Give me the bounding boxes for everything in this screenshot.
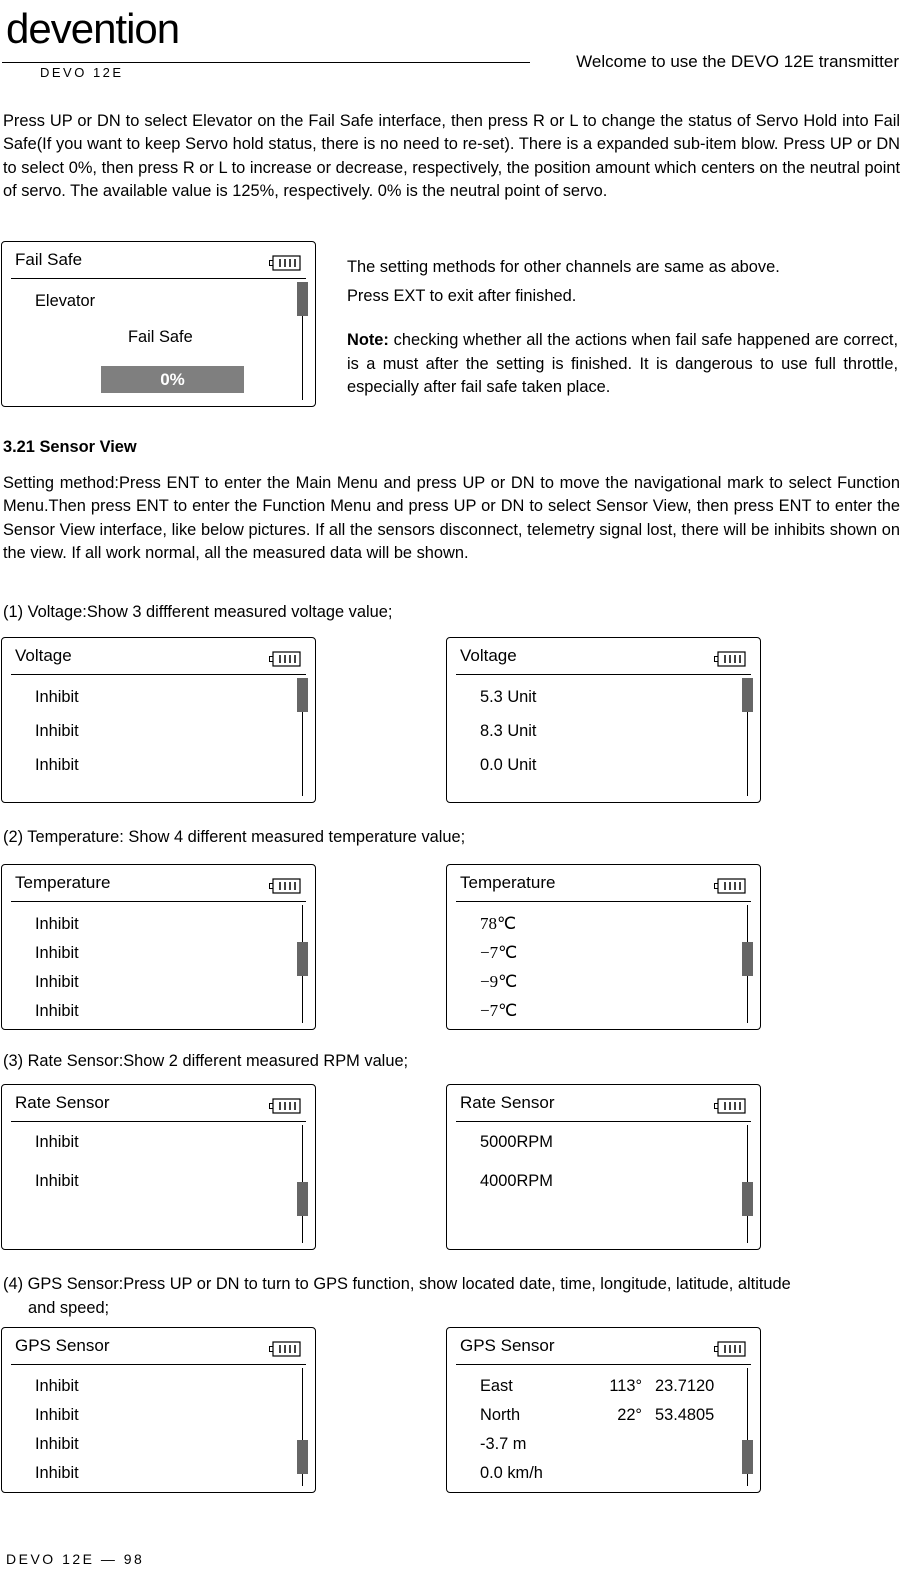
screen-title: GPS Sensor (15, 1336, 110, 1355)
voltage-row: 0.0 Unit (480, 756, 537, 774)
latitude-label: North (480, 1406, 521, 1424)
voltage-row: 5.3 Unit (480, 688, 537, 706)
caption-rate: (3) Rate Sensor:Show 2 different measured RPM value; (3, 1052, 409, 1070)
screen-title: Temperature (15, 873, 111, 892)
temperature-row: −7℃ (480, 1001, 518, 1020)
title-rule (11, 1364, 306, 1365)
caption-temperature: (2) Temperature: Show 4 different measured temperature value; (3, 828, 466, 846)
screen-title: Rate Sensor (15, 1093, 110, 1112)
page-footer: DEVO 12E — 98 (6, 1551, 145, 1567)
gps-row: Inhibit (35, 1435, 79, 1453)
gps-row: Inhibit (35, 1406, 79, 1424)
rpm-row: Inhibit (35, 1133, 79, 1151)
battery-icon (269, 878, 301, 894)
battery-icon (714, 651, 746, 667)
side-note-2: Press EXT to exit after finished. (347, 287, 577, 305)
altitude-value: -3.7 m (480, 1435, 527, 1453)
scrollbar-thumb (742, 1182, 753, 1216)
longitude-label: East (480, 1377, 513, 1395)
scrollbar-thumb (297, 678, 308, 712)
header-rule (2, 62, 530, 63)
note-label: Note: (347, 331, 389, 349)
scrollbar-thumb (297, 1182, 308, 1216)
temperature-row: −9℃ (480, 972, 518, 991)
scrollbar-thumb (297, 282, 308, 316)
temperature-row: −7℃ (480, 943, 518, 962)
voltage-row: Inhibit (35, 688, 79, 706)
voltage-screen-values (446, 637, 761, 803)
caption-voltage: (1) Voltage:Show 3 diffferent measured voltage value; (3, 603, 393, 621)
screen-title: Fail Safe (15, 250, 83, 269)
temperature-screen-values (446, 864, 761, 1030)
failsafe-value: 0% (101, 366, 244, 393)
brand-logo: devention (6, 5, 180, 52)
longitude-degrees: 113° (609, 1377, 642, 1395)
screen-title: Voltage (460, 646, 517, 665)
scrollbar-thumb (742, 942, 753, 976)
temperature-row: Inhibit (35, 973, 79, 991)
gps-row: Inhibit (35, 1464, 79, 1482)
battery-icon (269, 651, 301, 667)
battery-icon (714, 1098, 746, 1114)
failsafe-label: Fail Safe (128, 328, 193, 346)
speed-value: 0.0 km/h (480, 1464, 543, 1482)
battery-icon (714, 1341, 746, 1357)
battery-icon (714, 878, 746, 894)
intro-paragraph: Press UP or DN to select Elevator on the Fail Safe interface, then press R or L to change the status of Servo Hold into Fail Safe(If you want to keep Servo hold status, there is no need to re-set). There is a expanded sub-item blow. Press UP or DN to select 0%, then press R or L to increase or decrease, respectively, the position amount which centers on the neutral point of servo. The available value is 125%, respectively. 0% is the neutral point of servo. (3, 112, 900, 200)
voltage-row: Inhibit (35, 722, 79, 740)
section-paragraph: Setting method:Press ENT to enter the Main Menu and press UP or DN to move the navigational mark to select Function Menu.Then press ENT to enter the Function Menu and press UP or DN to select Sensor View, then press ENT to enter the Sensor View interface, like below pictures. If all the sensors disconnect, telemetry signal lost, there will be inhibits shown on the view. If all work normal, all the measured data will be shown. (3, 474, 900, 562)
rate-screen-inhibit (1, 1084, 316, 1250)
voltage-row: 8.3 Unit (480, 722, 537, 740)
title-rule (456, 1121, 751, 1122)
latitude-minutes: 53.4805 (655, 1406, 715, 1424)
temperature-row: Inhibit (35, 1002, 79, 1020)
gps-screen-values (446, 1327, 761, 1493)
temperature-screen-inhibit (1, 864, 316, 1030)
rpm-row: 5000RPM (480, 1133, 553, 1151)
title-rule (456, 1364, 751, 1365)
caption-gps-line2: and speed; (28, 1299, 110, 1317)
title-rule (11, 1121, 306, 1122)
header-tagline: Welcome to use the DEVO 12E transmitter (576, 52, 899, 71)
scrollbar-thumb (297, 1440, 308, 1474)
rpm-row: Inhibit (35, 1172, 79, 1190)
screen-title: Voltage (15, 646, 72, 665)
title-rule (11, 901, 306, 902)
screen-title: Temperature (460, 873, 556, 892)
section-title: 3.21 Sensor View (3, 438, 137, 456)
safety-note (347, 329, 898, 400)
battery-icon (269, 255, 301, 271)
scrollbar-thumb (742, 1440, 753, 1474)
channel-item: Elevator (35, 292, 96, 310)
title-rule (11, 278, 306, 279)
model-name: DEVO 12E (40, 65, 124, 80)
failsafe-screen (1, 241, 316, 407)
screen-title: GPS Sensor (460, 1336, 555, 1355)
latitude-degrees: 22° (617, 1406, 642, 1424)
longitude-minutes: 23.7120 (655, 1377, 715, 1395)
side-note-1: The setting methods for other channels are same as above. (347, 258, 780, 276)
scrollbar-thumb (742, 678, 753, 712)
title-rule (456, 901, 751, 902)
gps-screen-inhibit (1, 1327, 316, 1493)
temperature-row: 78℃ (480, 914, 517, 933)
rpm-row: 4000RPM (480, 1172, 553, 1190)
screen-title: Rate Sensor (460, 1093, 555, 1112)
voltage-screen-inhibit (1, 637, 316, 803)
note-text: checking whether all the actions when fail safe happened are correct, is a must after the setting is finished. It is dangerous to use full throttle, especially after fail safe taken place. (347, 331, 898, 396)
temperature-row: Inhibit (35, 915, 79, 933)
scrollbar-thumb (297, 942, 308, 976)
battery-icon (269, 1098, 301, 1114)
voltage-row: Inhibit (35, 756, 79, 774)
temperature-row: Inhibit (35, 944, 79, 962)
gps-row: Inhibit (35, 1377, 79, 1395)
title-rule (456, 674, 751, 675)
battery-icon (269, 1341, 301, 1357)
rate-screen-values (446, 1084, 761, 1250)
caption-gps-line1: (4) GPS Sensor:Press UP or DN to turn to GPS function, show located date, time, longitude, latitude, altitude (3, 1275, 791, 1293)
title-rule (11, 674, 306, 675)
